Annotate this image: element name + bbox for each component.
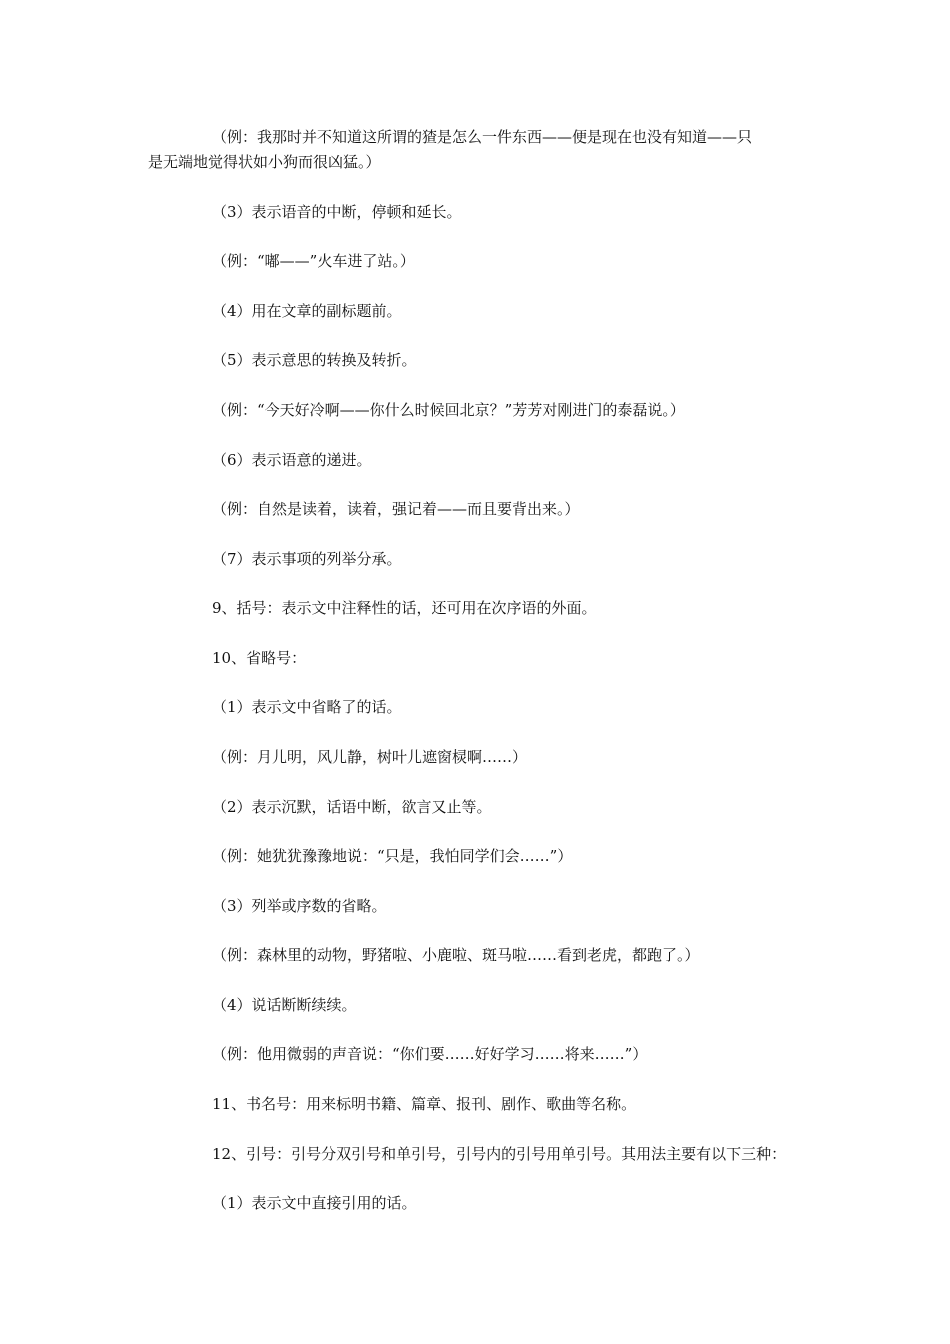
paragraph-book-title-marks: 11、书名号：用来标明书籍、篇章、报刊、剧作、歌曲等名称。 <box>212 1095 637 1113</box>
paragraph-dash-usage-7: （7）表示事项的列举分承。 <box>212 550 402 568</box>
paragraph-example-train: （例：“嘟——”火车进了站。） <box>212 252 415 270</box>
paragraph-example-forest: （例：森林里的动物，野猪啦、小鹿啦、斑马啦……看到老虎，都跑了。） <box>212 946 700 964</box>
paragraph-brackets: 9、括号：表示文中注释性的话，还可用在次序语的外面。 <box>212 599 597 617</box>
paragraph-example-hesitate: （例：她犹犹豫豫地说：“只是，我怕同学们会……”） <box>212 847 573 865</box>
paragraph-ellipsis-usage-3: （3）列举或序数的省略。 <box>212 897 387 915</box>
paragraph-dash-usage-5: （5）表示意思的转换及转折。 <box>212 351 417 369</box>
paragraph-dash-usage-6: （6）表示语意的递进。 <box>212 451 372 469</box>
paragraph-ellipsis-heading: 10、省略号： <box>212 649 307 667</box>
paragraph-ellipsis-usage-4: （4）说话断断续续。 <box>212 996 357 1014</box>
paragraph-ellipsis-usage-2: （2）表示沉默，话语中断，欲言又止等。 <box>212 798 492 816</box>
paragraph-example-dash-explanation-continued: 是无端地觉得状如小狗而很凶猛。） <box>148 153 381 171</box>
paragraph-quotation-marks: 12、引号：引号分双引号和单引号，引号内的引号用单引号。其用法主要有以下三种： <box>212 1145 787 1163</box>
paragraph-ellipsis-usage-1: （1）表示文中省略了的话。 <box>212 698 402 716</box>
paragraph-example-moon: （例：月儿明，风儿静，树叶儿遮窗棂啊……） <box>212 748 528 766</box>
paragraph-example-weak-voice: （例：他用微弱的声音说：“你们要……好好学习……将来……”） <box>212 1045 648 1063</box>
paragraph-quotation-usage-1: （1）表示文中直接引用的话。 <box>212 1194 417 1212</box>
paragraph-example-cold: （例：“今天好冷啊——你什么时候回北京？”芳芳对刚进门的泰磊说。） <box>212 401 685 419</box>
paragraph-example-dash-explanation: （例：我那时并不知道这所谓的猹是怎么一件东西——便是现在也没有知道——只 <box>212 128 753 146</box>
paragraph-dash-usage-4: （4）用在文章的副标题前。 <box>212 302 402 320</box>
paragraph-dash-usage-3: （3）表示语音的中断，停顿和延长。 <box>212 203 462 221</box>
paragraph-example-reading: （例：自然是读着，读着，强记着——而且要背出来。） <box>212 500 580 518</box>
